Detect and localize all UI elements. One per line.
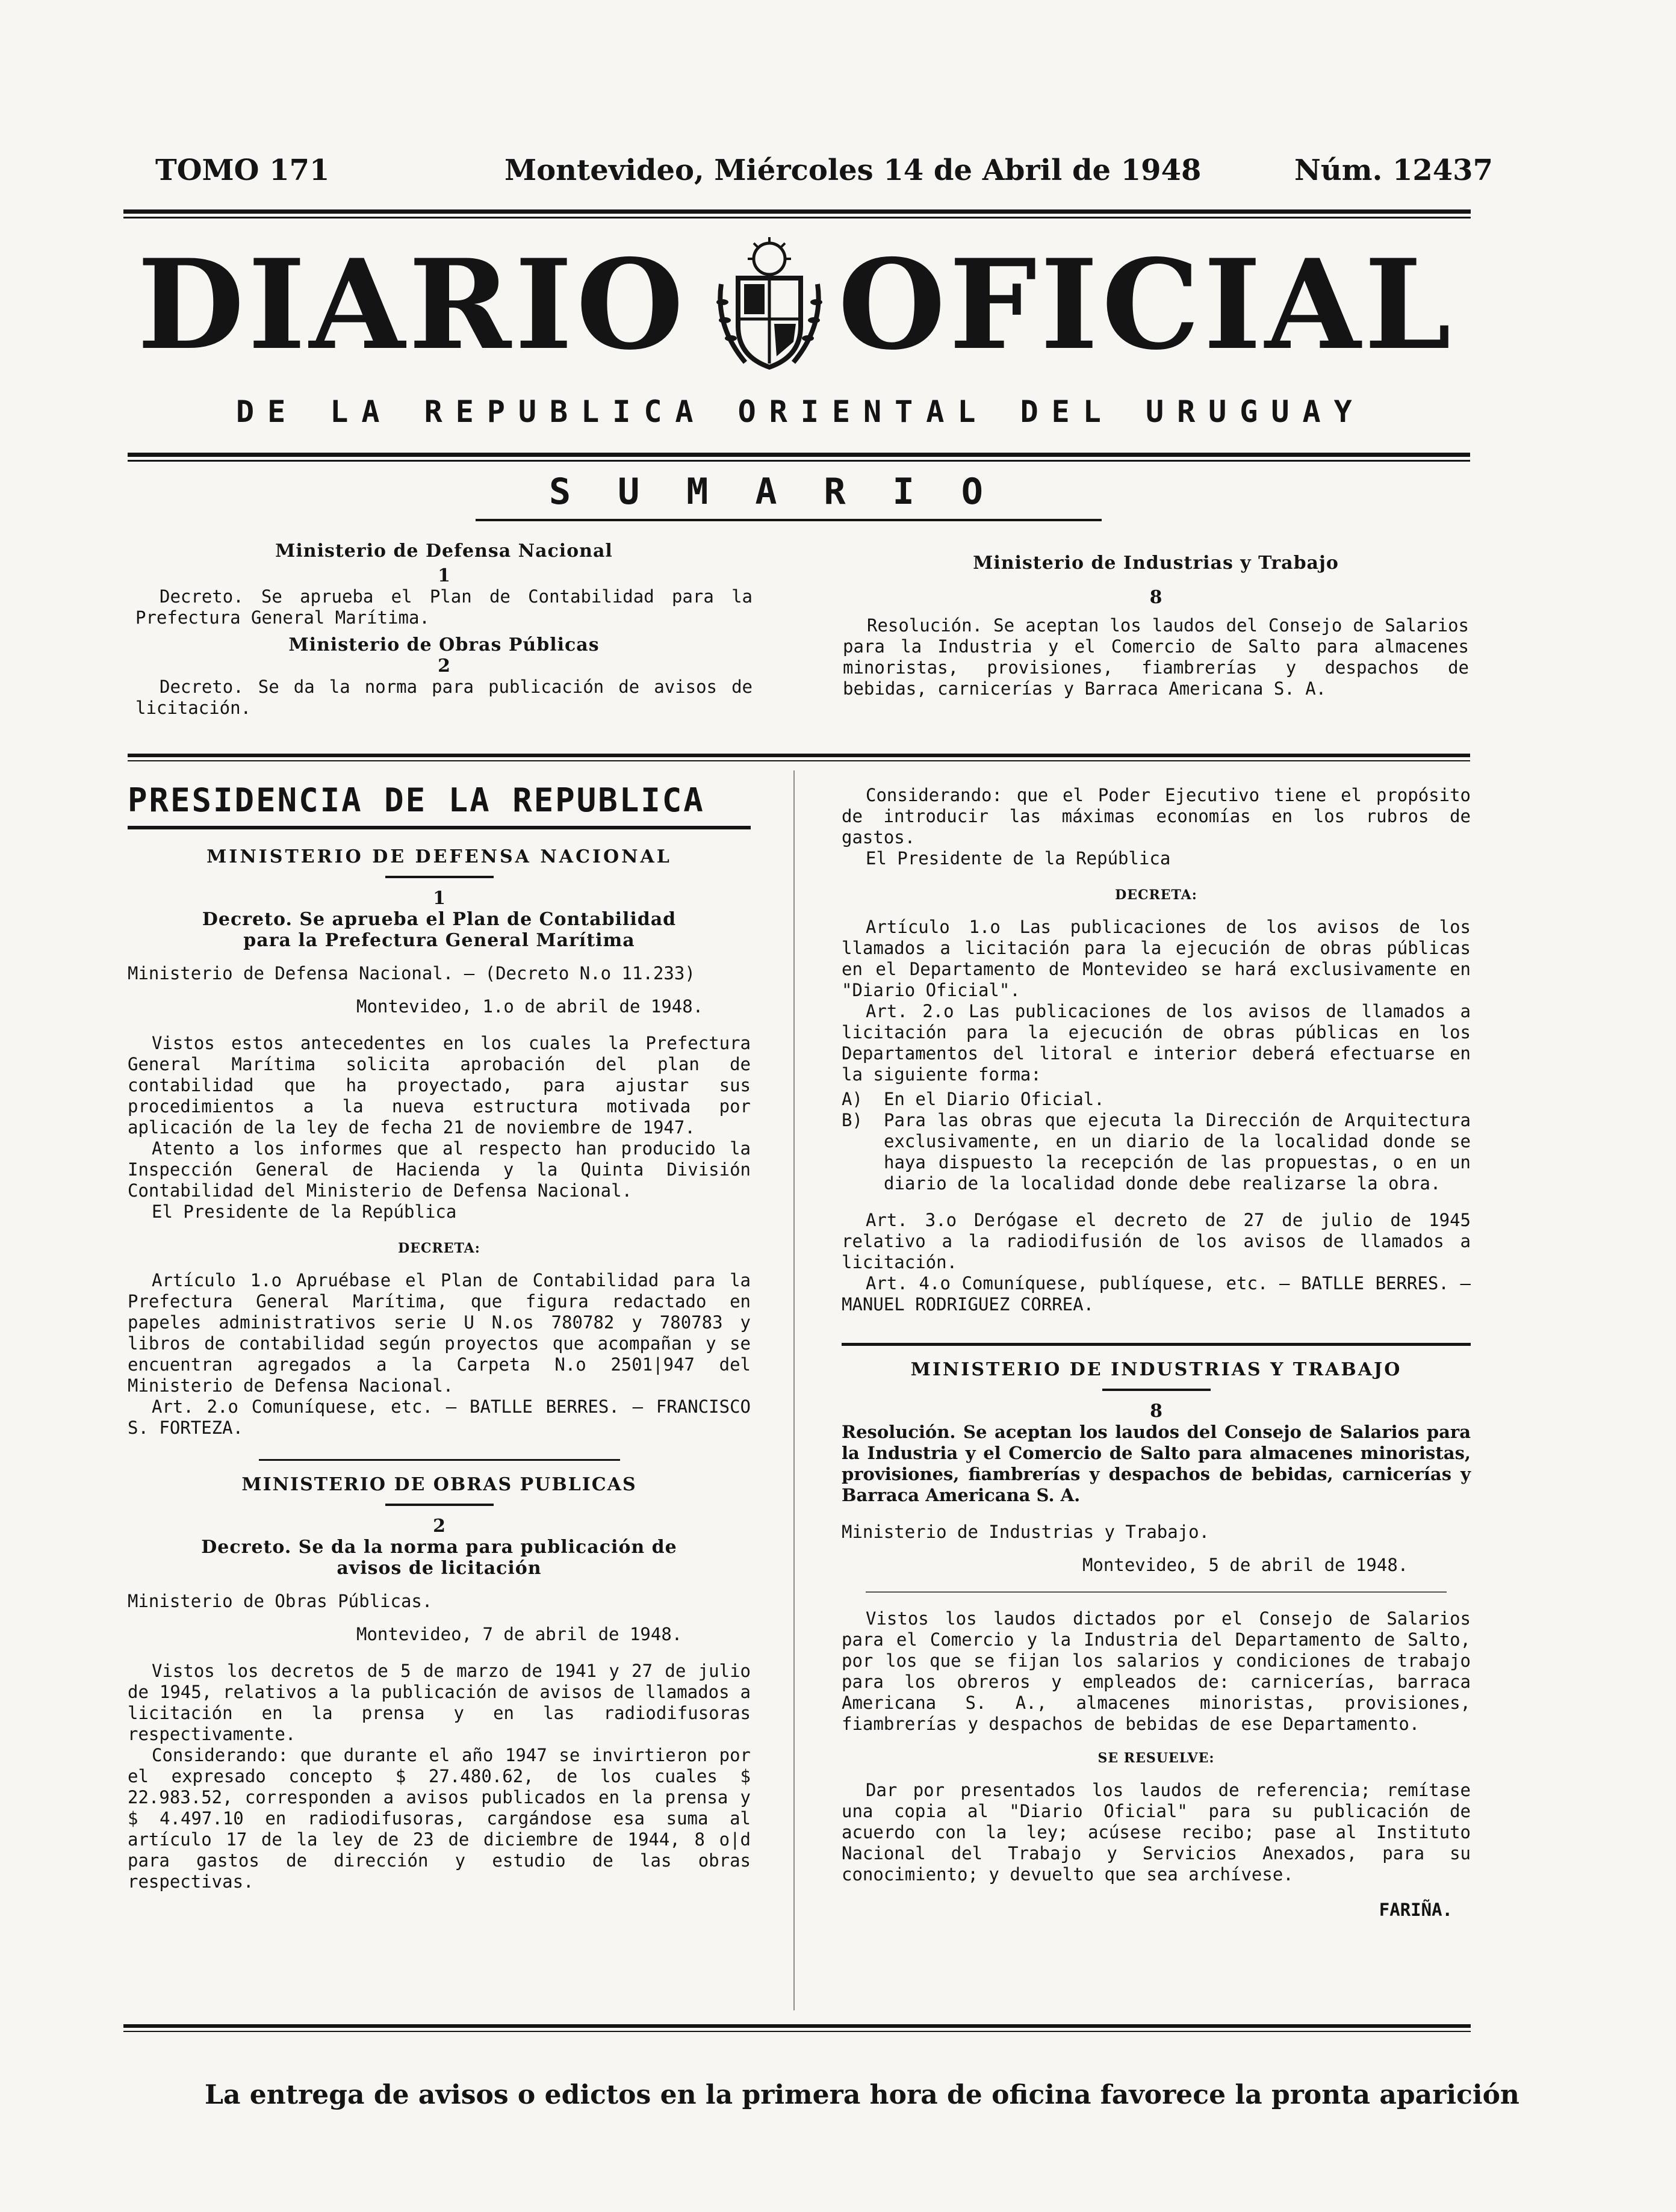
mit-title: Resolución. Se aceptan los laudos del Consejo de Salarios para la Industria y el Comercio de Salto para almacenes minoristas, provisiones, fiambrerías y despachos de bebidas, carnicerías y Barraca Americana S. A. [842, 1422, 1471, 1505]
mit-number: 8 [1150, 1401, 1162, 1422]
mdn-origin: Ministerio de Defensa Nacional. — (Decreto N.o 11.233) [128, 963, 695, 984]
sumario-title: SUMARIO [549, 471, 1030, 513]
sumario-entry-number: 2 [438, 655, 450, 677]
tomo-label: TOMO 171 [155, 153, 330, 187]
section-divider [385, 1504, 494, 1506]
section-divider [842, 1343, 1471, 1346]
masthead-subtitle: DE LA REPUBLICA ORIENTAL DEL URUGUAY [236, 394, 1365, 429]
footer-rule-thin [123, 2031, 1471, 2032]
header-rule-thin [123, 217, 1471, 218]
header-rule-top [123, 209, 1471, 214]
list-item-label: A) [842, 1089, 863, 1109]
mit-signature: FARIÑA. [1379, 1900, 1453, 1920]
section-divider [259, 1459, 620, 1461]
list-item-text: En el Diario Oficial. [884, 1089, 1105, 1109]
mit-origin: Ministerio de Industrias y Trabajo. [842, 1522, 1210, 1542]
mit-paragraph: Dar por presentados los laudos de referencia; remítase una copia al "Diario Oficial" para su publicación de acuerdo con la ley; acúsese recibo; pase al Instituto Nacional del Trabajo y Servicios Anexados, para su conocimiento; y devuelto que sea archívese. [842, 1780, 1471, 1885]
mop-heading: MINISTERIO DE OBRAS PUBLICAS [241, 1474, 637, 1495]
mit-heading: MINISTERIO DE INDUSTRIAS Y TRABAJO [910, 1359, 1402, 1380]
sumario-right [843, 553, 1469, 699]
mop-article: Art. 2.o Las publicaciones de los avisos de llamados a licitación para la ejecución de obras públicas en los Departamentos del litoral e interior deberá efectuarse en la siguiente forma: [842, 1001, 1471, 1085]
coat-of-arms-emblem [709, 236, 830, 374]
sumario-entry-number: 1 [438, 565, 450, 586]
mop-paragraph: Considerando: que durante el año 1947 se invirtieron por el expresado concepto $ 27.480.62, de los cuales $ 22.983.52, corresponden a avisos publicados en la prensa y $ 4.497.10 en radiodifusoras, cargándose esa suma al artículo 17 de la ley de 23 de diciembre de 1944, 8 o|d para gastos de dirección y estudio de las obras respectivas. [128, 1745, 751, 1892]
section-divider [385, 876, 494, 878]
mdn-number: 1 [433, 888, 445, 909]
mop-number: 2 [433, 1516, 445, 1537]
sumario-bottom-rule [128, 754, 1470, 757]
mop-decreta: DECRETA: [1115, 887, 1197, 903]
right-column [842, 785, 1471, 1921]
masthead-title-left: DIARIO [137, 233, 687, 377]
sumario-entry-text: Decreto. Se aprueba el Plan de Contabilidad para la Prefectura General Marítima. [135, 586, 753, 628]
mop-place-date: Montevideo, 7 de abril de 1948. [356, 1624, 683, 1644]
mop-paragraph: Considerando: que el Poder Ejecutivo tiene el propósito de introducir las máximas economías en los rubros de gastos. [842, 785, 1471, 847]
mop-article: Artículo 1.o Las publicaciones de los avisos de los llamados a licitación para la ejecución de obras públicas en el Departamento de Montevideo se hará exclusivamente en "Diario Oficial". [842, 917, 1471, 1000]
sumario-entry-text: Resolución. Se aceptan los laudos del Consejo de Salarios para la Industria y el Comercio de Salto para almacenes minoristas, provisiones, fiambrerías y despachos de bebidas, carnicerías y Barraca Americana S. A. [843, 615, 1469, 699]
section-divider [866, 1591, 1447, 1593]
masthead-rule-thin [128, 460, 1470, 462]
mdn-place-date: Montevideo, 1.o de abril de 1948. [356, 996, 704, 1017]
sumario-underline [476, 519, 1102, 521]
mit-paragraph: Vistos los laudos dictados por el Consejo de Salarios para el Comercio y la Industria del Departamento de Salto, por los que se fijan los salarios y condiciones de trabajo para los obreros y empleados de: carnicerías, barraca Americana S. A., almacenes minoristas, provisiones, fiambrerías y despachos de bebidas de ese Departamento. [842, 1608, 1471, 1734]
mit-resuelve: SE RESUELVE: [1097, 1750, 1215, 1766]
mdn-title: Decreto. Se aprueba el Plan de Contabilidad para la Prefectura General Marítima [202, 909, 677, 951]
sumario-bottom-rule-thin [128, 760, 1470, 761]
mdn-paragraph: Vistos estos antecedentes en los cuales la Prefectura General Marítima solicita aprobación del plan de contabilidad que ha proyectado, para ajustar sus procedimientos a la nueva estructura motivada por aplicación de la ley de fecha 21 de noviembre de 1947. [128, 1033, 751, 1138]
list-item-label: B) [842, 1110, 863, 1130]
list-item [842, 1089, 1471, 1110]
footer-notice: La entrega de avisos o edictos en la primera hora de oficina favorece la pronta aparición [205, 2080, 1519, 2110]
column-divider [793, 770, 795, 2010]
mop-paragraph: Vistos los decretos de 5 de marzo de 1941 y 27 de julio de 1945, relativos a la publicación de avisos de llamados a licitación en la prensa y en las radiodifusoras respectivamente. [128, 1661, 751, 1744]
sumario-entry-text: Decreto. Se da la norma para publicación de avisos de licitación. [135, 677, 753, 718]
mop-origin: Ministerio de Obras Públicas. [128, 1591, 433, 1611]
left-column [128, 843, 751, 1892]
section-divider [1102, 1389, 1211, 1391]
masthead-title-right: OFICIAL [838, 233, 1455, 377]
mdn-paragraph: El Presidente de la República [152, 1201, 457, 1222]
mdn-article: Artículo 1.o Apruébase el Plan de Contabilidad para la Prefectura General Marítima, que figura redactado en papeles administrativos serie U N.os 780782 y 780783 y libros de contabilidad según proyectos que acompañan y se encuentran agregados a la Carpeta N.o 2501|947 del Ministerio de Defensa Nacional. [128, 1270, 751, 1396]
presidencia-underline [128, 826, 751, 829]
list-item-text: Para las obras que ejecuta la Dirección de Arquitectura exclusivamente, en un diario de la localidad donde se haya dispuesto la recepción de las propuestas, o en un diario de la localidad donde debe realizarse la obra. [884, 1110, 1471, 1194]
sumario-left [135, 541, 753, 719]
footer-rule [123, 2024, 1471, 2028]
mdn-article: Art. 2.o Comuníquese, etc. — BATLLE BERRES. — FRANCISCO S. FORTEZA. [128, 1396, 751, 1438]
mop-article-items [842, 1089, 1471, 1194]
sumario-entry-number: 8 [1149, 587, 1162, 608]
masthead-rule [128, 453, 1470, 457]
mdn-heading: MINISTERIO DE DEFENSA NACIONAL [206, 846, 672, 867]
sumario-ministry-industrias: Ministerio de Industrias y Trabajo [973, 553, 1339, 574]
mdn-paragraph: Atento a los informes que al respecto han producido la Inspección General de Hacienda y la Quinta División Contabilidad del Ministerio de Defensa Nacional. [128, 1138, 751, 1201]
presidencia-title: PRESIDENCIA DE LA REPUBLICA [128, 781, 705, 819]
issue-number: Núm. 12437 [1294, 153, 1493, 187]
mop-paragraph: El Presidente de la República [866, 848, 1171, 869]
issue-date: Montevideo, Miércoles 14 de Abril de 1948 [504, 153, 1202, 187]
mop-article: Art. 3.o Derógase el decreto de 27 de julio de 1945 relativo a la radiodifusión de los avisos de llamados a licitación. [842, 1210, 1471, 1272]
mop-title: Decreto. Se da la norma para publicación de avisos de licitación [201, 1537, 677, 1579]
mop-article: Art. 4.o Comuníquese, publíquese, etc. — BATLLE BERRES. — MANUEL RODRIGUEZ CORREA. [842, 1273, 1471, 1315]
sumario-ministry-obras: Ministerio de Obras Públicas [288, 634, 600, 655]
list-item [842, 1110, 1471, 1194]
mdn-decreta: DECRETA: [398, 1241, 480, 1256]
sumario-ministry-defensa: Ministerio de Defensa Nacional [275, 541, 613, 562]
mit-place-date: Montevideo, 5 de abril de 1948. [1082, 1555, 1409, 1575]
